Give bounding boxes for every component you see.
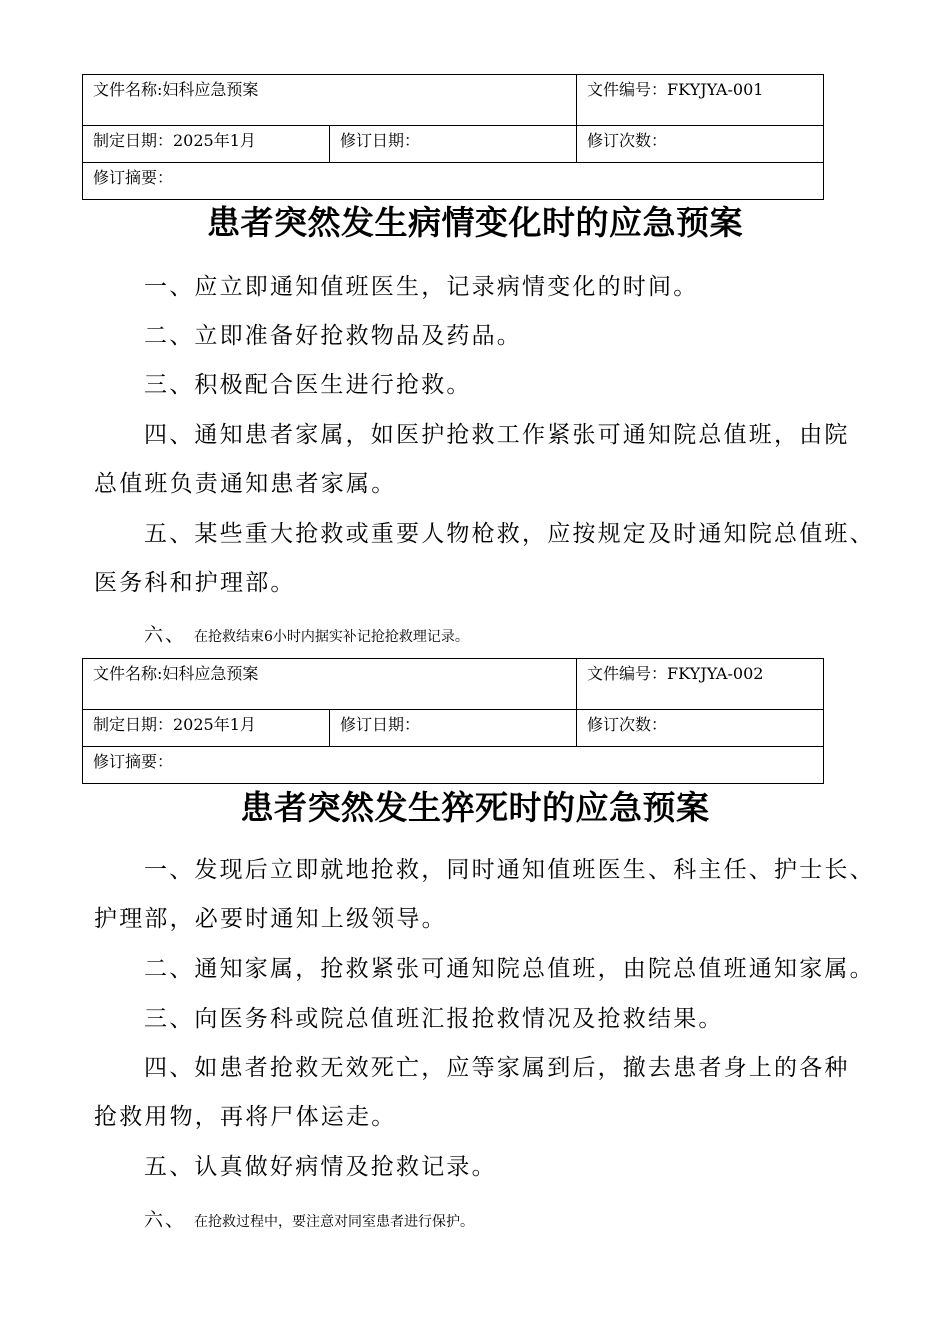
made-date-cell: 制定日期：2025年1月 [83,126,330,163]
plan-item: 四、通知患者家属，如医护抢救工作紧张可通知院总值班，由院总值班负责通知患者家属。 [94,422,850,497]
file-name-cell: 文件名称:妇科应急预案 [83,75,577,126]
file-number-cell: 文件编号：FKYJYA-002 [577,659,824,710]
revise-count-cell: 修订次数： [577,710,824,747]
plan-title: 患者突然发生病情变化时的应急预案 [207,203,743,242]
plan-item: 一、发现后立即就地抢救，同时通知值班医生、科主任、护士长、护理部，必要时通知上级领导。 [94,857,875,932]
revise-count-cell: 修订次数： [577,126,824,163]
plan-item: 二、通知家属，抢救紧张可通知院总值班，由院总值班通知家属。 [144,956,875,982]
plan-item-last: 六、 在抢救过程中，要注意对同室患者进行保护。 [144,1209,475,1231]
file-number-cell: 文件编号：FKYJYA-001 [577,75,824,126]
plan-item-last: 六、 在抢救结束6小时内据实补记抢抢救理记录。 [144,624,469,646]
plan-item: 三、积极配合医生进行抢救。 [144,372,472,398]
plan-title: 患者突然发生猝死时的应急预案 [240,788,710,827]
file-name-cell: 文件名称:妇科应急预案 [83,659,577,710]
revise-date-cell: 修订日期： [330,126,577,163]
file-info-table [82,658,824,784]
plan-item: 五、某些重大抢救或重要人物枪救，应按规定及时通知院总值班、医务科和护理部。 [94,521,875,596]
made-date-cell: 制定日期：2025年1月 [83,710,330,747]
plan-item: 二、立即准备好抢救物品及药品。 [144,323,522,349]
plan-item: 一、应立即通知值班医生，记录病情变化的时间。 [144,274,699,300]
revise-summary-cell: 修订摘要： [83,163,824,200]
plan-item: 四、如患者抢救无效死亡，应等家属到后，撤去患者身上的各种抢救用物，再将尸体运走。 [94,1055,850,1130]
plan-item: 五、认真做好病情及抢救记录。 [144,1154,497,1180]
revise-date-cell: 修订日期： [330,710,577,747]
plan-item: 三、向医务科或院总值班汇报抢救情况及抢救结果。 [144,1006,724,1032]
revise-summary-cell: 修订摘要： [83,747,824,784]
file-info-table [82,74,824,200]
